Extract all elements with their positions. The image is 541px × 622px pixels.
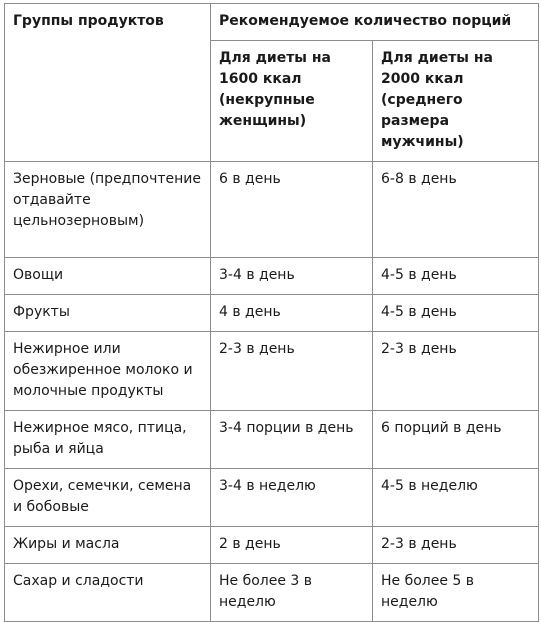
- servings-1600-cell: 3-4 порции в день: [211, 411, 373, 469]
- servings-1600-cell: 3-4 в день: [211, 258, 373, 295]
- table-row: [5, 527, 539, 564]
- servings-2000-cell: Не более 5 в неделю: [373, 564, 539, 622]
- food-group-cell: Нежирное или обезжиренное молоко и молочные продукты: [5, 332, 211, 411]
- header-diet-1600: Для диеты на 1600 ккал (некрупные женщины): [211, 41, 373, 162]
- servings-2000-cell: 6-8 в день: [373, 162, 539, 258]
- servings-2000-cell: 6 порций в день: [373, 411, 539, 469]
- table-row: [5, 295, 539, 332]
- table-row: [5, 258, 539, 295]
- food-group-cell: Фрукты: [5, 295, 211, 332]
- table-row: [5, 332, 539, 411]
- servings-1600-cell: 2 в день: [211, 527, 373, 564]
- servings-2000-cell: 2-3 в день: [373, 332, 539, 411]
- food-group-cell: Овощи: [5, 258, 211, 295]
- table-row: [5, 469, 539, 527]
- header-diet-2000: Для диеты на 2000 ккал (среднего размера мужчины): [373, 41, 539, 162]
- servings-1600-cell: 3-4 в неделю: [211, 469, 373, 527]
- header-recommended-servings: Рекомендуемое количество порций: [211, 4, 539, 41]
- servings-1600-cell: Не более 3 в неделю: [211, 564, 373, 622]
- servings-2000-cell: 4-5 в день: [373, 258, 539, 295]
- servings-1600-cell: 2-3 в день: [211, 332, 373, 411]
- table-row: [5, 411, 539, 469]
- table-row: [5, 564, 539, 622]
- servings-1600-cell: 6 в день: [211, 162, 373, 258]
- servings-2000-cell: 4-5 в неделю: [373, 469, 539, 527]
- food-group-cell: Сахар и сладости: [5, 564, 211, 622]
- food-group-cell: Нежирное мясо, птица, рыба и яйца: [5, 411, 211, 469]
- diet-servings-table: [4, 3, 539, 622]
- servings-2000-cell: 4-5 в день: [373, 295, 539, 332]
- food-group-cell: Зерновые (предпочтение отдавайте цельнозерновым): [5, 162, 211, 258]
- servings-1600-cell: 4 в день: [211, 295, 373, 332]
- servings-2000-cell: 2-3 в день: [373, 527, 539, 564]
- table-row: [5, 162, 539, 258]
- food-group-cell: Орехи, семечки, семена и бобовые: [5, 469, 211, 527]
- header-row: [5, 4, 539, 41]
- header-food-groups: Группы продуктов: [5, 4, 211, 162]
- food-group-cell: Жиры и масла: [5, 527, 211, 564]
